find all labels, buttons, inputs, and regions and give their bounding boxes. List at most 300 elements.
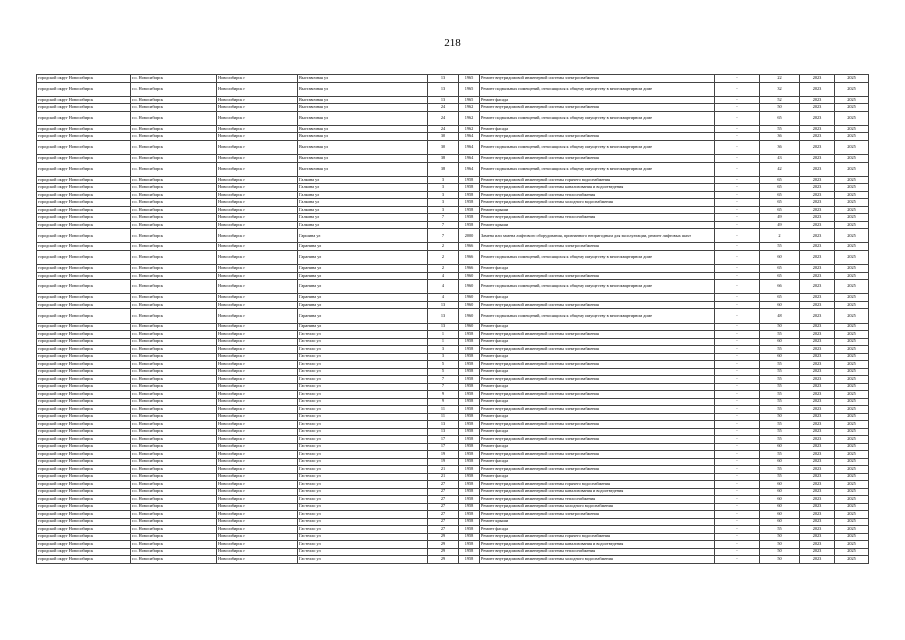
cell-work-type: Ремонт фасада bbox=[480, 526, 715, 534]
cell-year-end: 2025 bbox=[835, 473, 869, 481]
cell-house-number: 19 bbox=[428, 458, 459, 466]
cell-municipal-district: городской округ Новосибирск bbox=[37, 391, 131, 399]
cell-street: Гаранина ул bbox=[298, 309, 428, 323]
cell-house-number: 19 bbox=[428, 451, 459, 459]
cell-settlement: Новосибирск г bbox=[217, 398, 298, 406]
cell-street: Галкина ул bbox=[298, 176, 428, 184]
cell-year-start: 2023 bbox=[800, 265, 835, 273]
cell-year-end: 2025 bbox=[835, 162, 869, 176]
cell-year-end: 2025 bbox=[835, 221, 869, 229]
cell-wear-value: 65 bbox=[760, 206, 800, 214]
cell-municipal-district: городской округ Новосибирск bbox=[37, 162, 131, 176]
cell-year-start: 2023 bbox=[800, 82, 835, 96]
cell-work-type: Ремонт внутридомовой инженерной системы горячего водоснабжения bbox=[480, 481, 715, 489]
cell-street: Гаранина ул bbox=[298, 301, 428, 309]
cell-settlement: Новосибирск г bbox=[217, 75, 298, 83]
cell-house-number: 4 bbox=[428, 280, 459, 294]
cell-street: Гастелло ул bbox=[298, 556, 428, 564]
cell-year-start: 2023 bbox=[800, 458, 835, 466]
cell-municipal-district: городской округ Новосибирск bbox=[37, 406, 131, 414]
cell-year-start: 2023 bbox=[800, 184, 835, 192]
table-row bbox=[37, 214, 869, 222]
cell-city-district: г.о. Новосибирск bbox=[131, 184, 217, 192]
cell-municipal-district: городской округ Новосибирск bbox=[37, 96, 131, 104]
cell-wear-value: 65 bbox=[760, 184, 800, 192]
cell-empty-marker: - bbox=[715, 96, 760, 104]
cell-empty-marker: - bbox=[715, 496, 760, 504]
cell-street: Гастелло ул bbox=[298, 368, 428, 376]
cell-empty-marker: - bbox=[715, 353, 760, 361]
cell-empty-marker: - bbox=[715, 294, 760, 302]
cell-municipal-district: городской округ Новосибирск bbox=[37, 428, 131, 436]
cell-year-start: 2023 bbox=[800, 191, 835, 199]
cell-empty-marker: - bbox=[715, 481, 760, 489]
cell-build-year: 1960 bbox=[459, 309, 480, 323]
cell-year-end: 2025 bbox=[835, 346, 869, 354]
cell-wear-value: 48 bbox=[760, 309, 800, 323]
cell-work-type: Ремонт внутридомовой инженерной системы электроснабжения bbox=[480, 451, 715, 459]
cell-wear-value: 50 bbox=[760, 323, 800, 331]
cell-street: Гаранина ул bbox=[298, 272, 428, 280]
cell-year-end: 2025 bbox=[835, 133, 869, 141]
cell-year-start: 2023 bbox=[800, 406, 835, 414]
page-number: 218 bbox=[444, 37, 461, 49]
cell-year-start: 2023 bbox=[800, 518, 835, 526]
cell-house-number: 11 bbox=[428, 406, 459, 414]
table-row bbox=[37, 272, 869, 280]
cell-build-year: 1958 bbox=[459, 191, 480, 199]
cell-wear-value: 60 bbox=[760, 301, 800, 309]
cell-city-district: г.о. Новосибирск bbox=[131, 391, 217, 399]
cell-wear-value: 60 bbox=[760, 481, 800, 489]
cell-settlement: Новосибирск г bbox=[217, 361, 298, 369]
cell-empty-marker: - bbox=[715, 331, 760, 339]
cell-city-district: г.о. Новосибирск bbox=[131, 323, 217, 331]
cell-settlement: Новосибирск г bbox=[217, 473, 298, 481]
cell-year-start: 2023 bbox=[800, 221, 835, 229]
cell-year-end: 2025 bbox=[835, 361, 869, 369]
cell-empty-marker: - bbox=[715, 383, 760, 391]
cell-city-district: г.о. Новосибирск bbox=[131, 294, 217, 302]
cell-build-year: 1958 bbox=[459, 541, 480, 549]
cell-year-end: 2025 bbox=[835, 229, 869, 243]
table-row bbox=[37, 265, 869, 273]
cell-empty-marker: - bbox=[715, 214, 760, 222]
cell-municipal-district: городской округ Новосибирск bbox=[37, 155, 131, 163]
cell-work-type: Ремонт фасада bbox=[480, 125, 715, 133]
cell-work-type: Ремонт фасада bbox=[480, 428, 715, 436]
cell-build-year: 1960 bbox=[459, 272, 480, 280]
cell-build-year: 1960 bbox=[459, 280, 480, 294]
cell-street: Гаранина ул bbox=[298, 250, 428, 264]
cell-house-number: 4 bbox=[428, 294, 459, 302]
cell-street: Гастелло ул bbox=[298, 451, 428, 459]
cell-empty-marker: - bbox=[715, 368, 760, 376]
table-row bbox=[37, 162, 869, 176]
table-row bbox=[37, 125, 869, 133]
cell-build-year: 1958 bbox=[459, 503, 480, 511]
cell-city-district: г.о. Новосибирск bbox=[131, 556, 217, 564]
cell-street: Гастелло ул bbox=[298, 518, 428, 526]
cell-wear-value: 65 bbox=[760, 294, 800, 302]
cell-empty-marker: - bbox=[715, 518, 760, 526]
table-row bbox=[37, 323, 869, 331]
cell-city-district: г.о. Новосибирск bbox=[131, 518, 217, 526]
cell-year-end: 2025 bbox=[835, 272, 869, 280]
cell-work-type: Ремонт подвальных помещений, относящихся к общему имуществу в многоквартирном доме bbox=[480, 82, 715, 96]
table-row bbox=[37, 140, 869, 154]
cell-street: Гастелло ул bbox=[298, 406, 428, 414]
cell-settlement: Новосибирск г bbox=[217, 309, 298, 323]
cell-wear-value: 55 bbox=[760, 346, 800, 354]
cell-municipal-district: городской округ Новосибирск bbox=[37, 265, 131, 273]
cell-settlement: Новосибирск г bbox=[217, 518, 298, 526]
cell-empty-marker: - bbox=[715, 309, 760, 323]
cell-house-number: 27 bbox=[428, 518, 459, 526]
table-body bbox=[37, 75, 869, 564]
cell-empty-marker: - bbox=[715, 104, 760, 112]
table-row bbox=[37, 451, 869, 459]
cell-street: Выставочная ул bbox=[298, 155, 428, 163]
cell-house-number: 2 bbox=[428, 243, 459, 251]
cell-street: Гастелло ул bbox=[298, 398, 428, 406]
cell-year-end: 2025 bbox=[835, 488, 869, 496]
table-row bbox=[37, 206, 869, 214]
cell-city-district: г.о. Новосибирск bbox=[131, 265, 217, 273]
cell-wear-value: 43 bbox=[760, 155, 800, 163]
cell-city-district: г.о. Новосибирск bbox=[131, 526, 217, 534]
cell-house-number: 7 bbox=[428, 229, 459, 243]
table-row bbox=[37, 133, 869, 141]
cell-wear-value: 55 bbox=[760, 428, 800, 436]
table-row bbox=[37, 301, 869, 309]
cell-city-district: г.о. Новосибирск bbox=[131, 473, 217, 481]
cell-year-end: 2025 bbox=[835, 125, 869, 133]
cell-settlement: Новосибирск г bbox=[217, 391, 298, 399]
cell-house-number: 30 bbox=[428, 140, 459, 154]
cell-year-end: 2025 bbox=[835, 556, 869, 564]
cell-build-year: 1958 bbox=[459, 184, 480, 192]
cell-wear-value: 65 bbox=[760, 111, 800, 125]
cell-municipal-district: городской округ Новосибирск bbox=[37, 451, 131, 459]
cell-street: Гастелло ул bbox=[298, 548, 428, 556]
cell-build-year: 1958 bbox=[459, 548, 480, 556]
cell-wear-value: 60 bbox=[760, 250, 800, 264]
cell-year-start: 2023 bbox=[800, 338, 835, 346]
cell-settlement: Новосибирск г bbox=[217, 331, 298, 339]
table-row bbox=[37, 421, 869, 429]
cell-settlement: Новосибирск г bbox=[217, 458, 298, 466]
cell-year-start: 2023 bbox=[800, 526, 835, 534]
cell-year-end: 2025 bbox=[835, 191, 869, 199]
cell-build-year: 1960 bbox=[459, 301, 480, 309]
cell-empty-marker: - bbox=[715, 361, 760, 369]
cell-wear-value: 42 bbox=[760, 162, 800, 176]
cell-settlement: Новосибирск г bbox=[217, 111, 298, 125]
cell-work-type: Ремонт фасада bbox=[480, 338, 715, 346]
cell-wear-value: 55 bbox=[760, 383, 800, 391]
cell-house-number: 7 bbox=[428, 221, 459, 229]
cell-year-start: 2023 bbox=[800, 533, 835, 541]
cell-build-year: 1960 bbox=[459, 323, 480, 331]
cell-municipal-district: городской округ Новосибирск bbox=[37, 548, 131, 556]
cell-city-district: г.о. Новосибирск bbox=[131, 111, 217, 125]
cell-work-type: Ремонт фасада bbox=[480, 265, 715, 273]
cell-settlement: Новосибирск г bbox=[217, 265, 298, 273]
table-row bbox=[37, 511, 869, 519]
table-row bbox=[37, 413, 869, 421]
cell-wear-value: 60 bbox=[760, 496, 800, 504]
cell-build-year: 1958 bbox=[459, 391, 480, 399]
table-row bbox=[37, 353, 869, 361]
cell-settlement: Новосибирск г bbox=[217, 176, 298, 184]
cell-wear-value: 60 bbox=[760, 458, 800, 466]
cell-house-number: 13 bbox=[428, 301, 459, 309]
cell-work-type: Ремонт фасада bbox=[480, 398, 715, 406]
cell-work-type: Ремонт крыши bbox=[480, 518, 715, 526]
cell-municipal-district: городской округ Новосибирск bbox=[37, 280, 131, 294]
cell-city-district: г.о. Новосибирск bbox=[131, 331, 217, 339]
cell-wear-value: 32 bbox=[760, 82, 800, 96]
cell-city-district: г.о. Новосибирск bbox=[131, 533, 217, 541]
cell-empty-marker: - bbox=[715, 280, 760, 294]
cell-house-number: 13 bbox=[428, 82, 459, 96]
table-row bbox=[37, 368, 869, 376]
cell-work-type: Ремонт подвальных помещений, относящихся к общему имуществу в многоквартирном доме bbox=[480, 140, 715, 154]
cell-municipal-district: городской округ Новосибирск bbox=[37, 111, 131, 125]
cell-house-number: 29 bbox=[428, 556, 459, 564]
cell-settlement: Новосибирск г bbox=[217, 533, 298, 541]
cell-wear-value: 50 bbox=[760, 104, 800, 112]
cell-wear-value: 50 bbox=[760, 541, 800, 549]
cell-wear-value: 36 bbox=[760, 140, 800, 154]
cell-city-district: г.о. Новосибирск bbox=[131, 162, 217, 176]
cell-empty-marker: - bbox=[715, 406, 760, 414]
cell-settlement: Новосибирск г bbox=[217, 272, 298, 280]
cell-city-district: г.о. Новосибирск bbox=[131, 511, 217, 519]
cell-municipal-district: городской округ Новосибирск bbox=[37, 331, 131, 339]
cell-empty-marker: - bbox=[715, 82, 760, 96]
cell-empty-marker: - bbox=[715, 125, 760, 133]
cell-settlement: Новосибирск г bbox=[217, 250, 298, 264]
cell-year-end: 2025 bbox=[835, 406, 869, 414]
cell-year-start: 2023 bbox=[800, 176, 835, 184]
cell-settlement: Новосибирск г bbox=[217, 140, 298, 154]
cell-street: Выставочная ул bbox=[298, 96, 428, 104]
cell-year-end: 2025 bbox=[835, 353, 869, 361]
table-row bbox=[37, 111, 869, 125]
cell-municipal-district: городской округ Новосибирск bbox=[37, 206, 131, 214]
cell-wear-value: 55 bbox=[760, 406, 800, 414]
table-row bbox=[37, 436, 869, 444]
cell-build-year: 1958 bbox=[459, 383, 480, 391]
cell-work-type: Ремонт внутридомовой инженерной системы электроснабжения bbox=[480, 376, 715, 384]
cell-work-type: Ремонт подвальных помещений, относящихся к общему имуществу в многоквартирном доме bbox=[480, 162, 715, 176]
cell-year-start: 2023 bbox=[800, 436, 835, 444]
cell-year-start: 2023 bbox=[800, 140, 835, 154]
cell-municipal-district: городской округ Новосибирск bbox=[37, 191, 131, 199]
cell-work-type: Ремонт внутридомовой инженерной системы электроснабжения bbox=[480, 421, 715, 429]
cell-build-year: 1964 bbox=[459, 140, 480, 154]
table-row bbox=[37, 473, 869, 481]
cell-work-type: Ремонт внутридомовой инженерной системы электроснабжения bbox=[480, 511, 715, 519]
cell-settlement: Новосибирск г bbox=[217, 368, 298, 376]
cell-house-number: 3 bbox=[428, 346, 459, 354]
cell-year-start: 2023 bbox=[800, 428, 835, 436]
cell-house-number: 29 bbox=[428, 548, 459, 556]
cell-wear-value: 2 bbox=[760, 229, 800, 243]
table-row bbox=[37, 96, 869, 104]
cell-settlement: Новосибирск г bbox=[217, 481, 298, 489]
cell-build-year: 1958 bbox=[459, 376, 480, 384]
cell-year-end: 2025 bbox=[835, 301, 869, 309]
cell-city-district: г.о. Новосибирск bbox=[131, 125, 217, 133]
cell-municipal-district: городской округ Новосибирск bbox=[37, 473, 131, 481]
works-table bbox=[36, 74, 869, 564]
cell-build-year: 1964 bbox=[459, 133, 480, 141]
cell-street: Выставочная ул bbox=[298, 75, 428, 83]
cell-street: Гастелло ул bbox=[298, 503, 428, 511]
cell-work-type: Ремонт крыши bbox=[480, 206, 715, 214]
cell-empty-marker: - bbox=[715, 338, 760, 346]
cell-street: Гастелло ул bbox=[298, 338, 428, 346]
cell-house-number: 17 bbox=[428, 443, 459, 451]
cell-wear-value: 55 bbox=[760, 451, 800, 459]
table-row bbox=[37, 398, 869, 406]
cell-house-number: 5 bbox=[428, 361, 459, 369]
cell-year-end: 2025 bbox=[835, 155, 869, 163]
table-row bbox=[37, 488, 869, 496]
cell-house-number: 21 bbox=[428, 473, 459, 481]
cell-empty-marker: - bbox=[715, 436, 760, 444]
cell-year-end: 2025 bbox=[835, 398, 869, 406]
cell-street: Гаршина ул bbox=[298, 229, 428, 243]
cell-empty-marker: - bbox=[715, 250, 760, 264]
cell-year-start: 2023 bbox=[800, 376, 835, 384]
cell-work-type: Ремонт фасада bbox=[480, 443, 715, 451]
table-row bbox=[37, 176, 869, 184]
cell-house-number: 13 bbox=[428, 96, 459, 104]
cell-work-type: Ремонт внутридомовой инженерной системы электроснабжения bbox=[480, 331, 715, 339]
cell-year-end: 2025 bbox=[835, 280, 869, 294]
cell-empty-marker: - bbox=[715, 556, 760, 564]
cell-house-number: 4 bbox=[428, 272, 459, 280]
table-row bbox=[37, 75, 869, 83]
cell-settlement: Новосибирск г bbox=[217, 556, 298, 564]
cell-city-district: г.о. Новосибирск bbox=[131, 280, 217, 294]
cell-empty-marker: - bbox=[715, 272, 760, 280]
cell-street: Выставочная ул bbox=[298, 111, 428, 125]
cell-settlement: Новосибирск г bbox=[217, 96, 298, 104]
cell-year-end: 2025 bbox=[835, 243, 869, 251]
cell-house-number: 27 bbox=[428, 503, 459, 511]
cell-street: Галкина ул bbox=[298, 199, 428, 207]
cell-street: Гаранина ул bbox=[298, 280, 428, 294]
cell-settlement: Новосибирск г bbox=[217, 155, 298, 163]
cell-settlement: Новосибирск г bbox=[217, 383, 298, 391]
cell-year-start: 2023 bbox=[800, 473, 835, 481]
cell-municipal-district: городской округ Новосибирск bbox=[37, 436, 131, 444]
cell-settlement: Новосибирск г bbox=[217, 443, 298, 451]
cell-wear-value: 65 bbox=[760, 265, 800, 273]
cell-street: Гаранина ул bbox=[298, 265, 428, 273]
cell-empty-marker: - bbox=[715, 526, 760, 534]
cell-house-number: 21 bbox=[428, 466, 459, 474]
table-row bbox=[37, 361, 869, 369]
table-row bbox=[37, 199, 869, 207]
cell-work-type: Ремонт подвальных помещений, относящихся к общему имуществу в многоквартирном доме bbox=[480, 309, 715, 323]
cell-municipal-district: городской округ Новосибирск bbox=[37, 541, 131, 549]
cell-build-year: 1958 bbox=[459, 496, 480, 504]
cell-empty-marker: - bbox=[715, 458, 760, 466]
cell-wear-value: 50 bbox=[760, 533, 800, 541]
cell-year-start: 2023 bbox=[800, 413, 835, 421]
cell-build-year: 1958 bbox=[459, 533, 480, 541]
cell-wear-value: 55 bbox=[760, 361, 800, 369]
cell-build-year: 1965 bbox=[459, 82, 480, 96]
cell-city-district: г.о. Новосибирск bbox=[131, 140, 217, 154]
cell-street: Галкина ул bbox=[298, 221, 428, 229]
cell-house-number: 38 bbox=[428, 155, 459, 163]
cell-work-type: Ремонт внутридомовой инженерной системы электроснабжения bbox=[480, 301, 715, 309]
cell-year-start: 2023 bbox=[800, 368, 835, 376]
table-row bbox=[37, 229, 869, 243]
cell-empty-marker: - bbox=[715, 75, 760, 83]
cell-settlement: Новосибирск г bbox=[217, 82, 298, 96]
cell-settlement: Новосибирск г bbox=[217, 376, 298, 384]
cell-municipal-district: городской округ Новосибирск bbox=[37, 526, 131, 534]
cell-year-end: 2025 bbox=[835, 541, 869, 549]
cell-work-type: Ремонт фасада bbox=[480, 294, 715, 302]
cell-municipal-district: городской округ Новосибирск bbox=[37, 133, 131, 141]
cell-year-start: 2023 bbox=[800, 391, 835, 399]
cell-settlement: Новосибирск г bbox=[217, 353, 298, 361]
cell-municipal-district: городской округ Новосибирск bbox=[37, 125, 131, 133]
cell-settlement: Новосибирск г bbox=[217, 346, 298, 354]
cell-street: Гастелло ул bbox=[298, 496, 428, 504]
cell-city-district: г.о. Новосибирск bbox=[131, 421, 217, 429]
cell-wear-value: 49 bbox=[760, 221, 800, 229]
table-row bbox=[37, 221, 869, 229]
cell-year-end: 2025 bbox=[835, 368, 869, 376]
cell-street: Гастелло ул bbox=[298, 458, 428, 466]
cell-work-type: Ремонт внутридомовой инженерной системы канализования и водоотведения bbox=[480, 541, 715, 549]
cell-year-end: 2025 bbox=[835, 533, 869, 541]
cell-settlement: Новосибирск г bbox=[217, 229, 298, 243]
cell-year-start: 2023 bbox=[800, 548, 835, 556]
cell-city-district: г.о. Новосибирск bbox=[131, 428, 217, 436]
cell-build-year: 1958 bbox=[459, 428, 480, 436]
cell-year-start: 2023 bbox=[800, 331, 835, 339]
cell-year-end: 2025 bbox=[835, 526, 869, 534]
cell-settlement: Новосибирск г bbox=[217, 338, 298, 346]
cell-house-number: 27 bbox=[428, 496, 459, 504]
cell-settlement: Новосибирск г bbox=[217, 488, 298, 496]
cell-year-end: 2025 bbox=[835, 176, 869, 184]
cell-city-district: г.о. Новосибирск bbox=[131, 338, 217, 346]
cell-year-start: 2023 bbox=[800, 206, 835, 214]
cell-municipal-district: городской округ Новосибирск bbox=[37, 556, 131, 564]
cell-settlement: Новосибирск г bbox=[217, 436, 298, 444]
cell-municipal-district: городской округ Новосибирск bbox=[37, 229, 131, 243]
cell-city-district: г.о. Новосибирск bbox=[131, 398, 217, 406]
cell-settlement: Новосибирск г bbox=[217, 221, 298, 229]
cell-settlement: Новосибирск г bbox=[217, 280, 298, 294]
cell-year-end: 2025 bbox=[835, 250, 869, 264]
cell-work-type: Ремонт внутридомовой инженерной системы канализования и водоотведения bbox=[480, 184, 715, 192]
cell-street: Гаранина ул bbox=[298, 243, 428, 251]
cell-city-district: г.о. Новосибирск bbox=[131, 250, 217, 264]
